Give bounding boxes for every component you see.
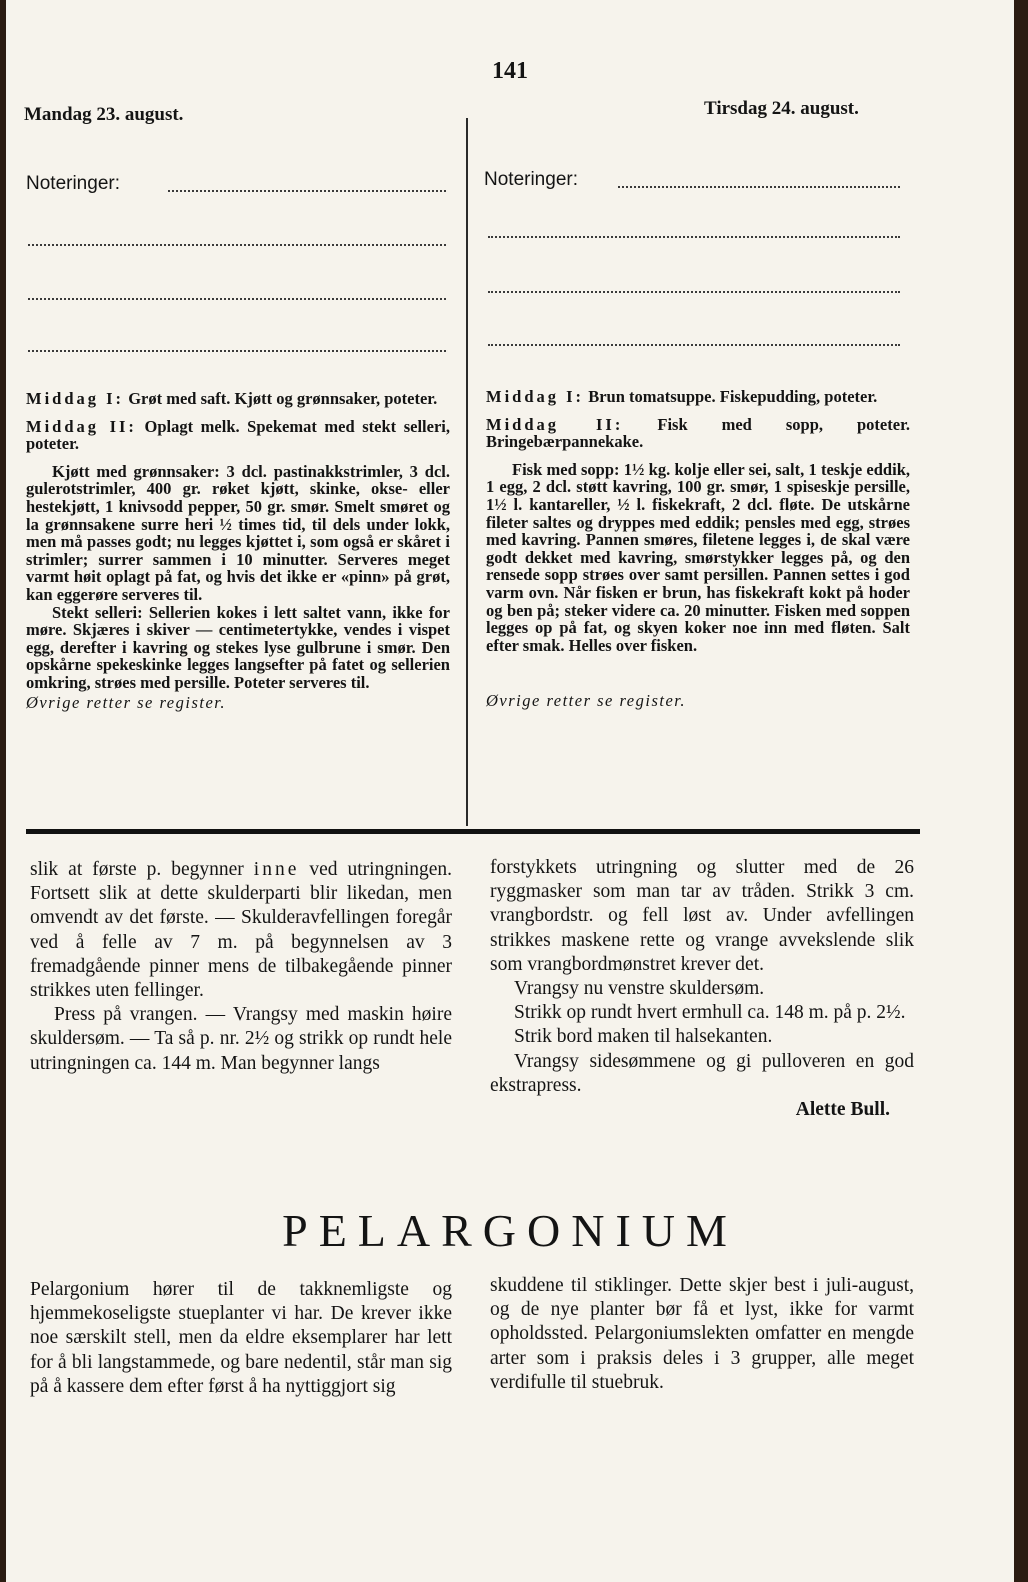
left-recipe-meat: Kjøtt med grønnsaker: 3 dcl. pastinakkstrimler, 3 dcl. gulerotstrimler, 400 gr. røket kjøtt, skinke, okse- eller hestekjøtt, 1 knivsodd pepper, 50 gr. smør. Smelt smøret og la grønnsakene surre heri ½ times tid, til dels under lokk, men må passes godt; nu legges kjøttet i, som også er skåret i strimler; surrer sammen i 10 minutter. Serveres meget varmt høit oplagt på fat, og hvis det ikke er «pinn» på grøt, kan eggerøre serveres til.	[26, 461, 450, 604]
knitting-left-column	[30, 858, 452, 1076]
left-menu-column	[26, 390, 450, 711]
author-signature: Alette Bull.	[795, 1099, 890, 1121]
article-right-column	[490, 1274, 914, 1395]
right-notes-line-1	[618, 186, 900, 188]
section-rule	[26, 829, 920, 834]
knitting-left-para-1: slik at første p. begynner inne ved utringningen. Fortsett slik at dette skulderparti blir likedan, men omvendt av det første. — Skulderavfellingen foregår ved å felle av 7 m. på begynnelsen av 3 fremadgående pinner mens de tilbakegående pinner strikkes uten fellinger.	[30, 859, 453, 1002]
knitting-right-para-2: Vrangsy nu venstre skuldersøm.	[514, 978, 765, 1000]
knitting-right-para-5: Vrangsy sidesømmene og gi pulloveren en god ekstrapress.	[490, 1050, 914, 1096]
right-notes-line-4	[488, 344, 900, 346]
left-notes-label: Noteringer:	[26, 173, 120, 194]
left-recipe-celery: Stekt selleri: Sellerien kokes i lett saltet vann, ikke for møre. Skjæres i skiver — centimetertykke, vendes i vispet egg, derefter i kavring og stekes lyse gulbrune i smør. Den opskårne spekeskinke legges langsefter på fatet og sellerien omkring, strøes med persille. Poteter serveres til.	[26, 602, 450, 692]
left-notes-line-4	[28, 350, 446, 352]
right-notes-label: Noteringer:	[484, 169, 578, 190]
knitting-right-para-4: Strik bord maken til halsekanten.	[514, 1026, 773, 1048]
knitting-right-para-1: forstykkets utringning og slutter med de 26 ryggmasker som man tar av tråden. Strikk 3 cm. vrangbordstr. og fell løst av. Under avfellingen strikkes maskene rette og vrange avvekslende slik som vrangbordmønstret krever det.	[490, 857, 914, 975]
right-day-heading: Tirsdag 24. august.	[704, 98, 859, 119]
knitting-right-para-3: Strikk op rundt hvert ermhull ca. 148 m. på p. 2½.	[514, 1002, 906, 1024]
left-dinner-1: Middag I: Grøt med saft. Kjøtt og grønnsaker, poteter.	[26, 389, 438, 408]
right-other-dishes: Øvrige retter se register.	[486, 691, 686, 711]
column-divider	[466, 118, 468, 826]
left-dinner-2: Middag II: Oplagt melk. Spekemat med stekt selleri, poteter.	[26, 416, 450, 454]
right-dinner-1: Middag I: Brun tomatsuppe. Fiskepudding, poteter.	[486, 387, 878, 406]
left-notes-line-3	[28, 298, 446, 300]
page-number: 141	[492, 58, 528, 84]
right-dinner-2: Middag II: Fisk med sopp, poteter. Bringebærpannekake.	[486, 414, 911, 452]
article-title: PELARGONIUM	[282, 1205, 738, 1256]
left-other-dishes: Øvrige retter se register.	[26, 692, 226, 712]
article-left-text: Pelargonium hører til de takknemligste og hjemmekoseligste stueplanter vi har. De krever ikke noe særskilt stell, men da eldre eksemplarer har lett for å bli langstammede, og bare nedentil, står man sig på å kassere dem efter først å ha nyttiggjort sig	[30, 1279, 452, 1397]
right-menu-column	[486, 388, 910, 710]
knitting-right-column	[490, 856, 914, 1122]
article-left-column	[30, 1278, 452, 1399]
left-notes-line-1	[168, 190, 446, 192]
right-notes-line-3	[488, 291, 900, 293]
left-notes-line-2	[28, 244, 446, 246]
right-recipe-fish: Fisk med sopp: 1½ kg. kolje eller sei, salt, 1 teskje eddik, 1 egg, 2 dcl. støtt kavring, 100 gr. smør, 1 spiseskje persille, 1½ l. kantareller, ½ l. fiskekraft, 2 dcl. fløte. De utskårne fileter saltes og dryppes med eddik; pensles med egg, strøes med kavring. Pannen smøres, filetene legges i, de skal være godt dekket med kavring, smørstykker legges på, og den rensede sopp strøes over samt persillen. Pannen settes i god varm ovn. Når fisken er brun, has fiskekraft kokt på hoder og ben på; steker videre ca. 20 minutter. Fisken med soppen legges op på fat, og skyen koker noe inn med fløten. Salt efter smak. Helles over fisken.	[486, 459, 910, 655]
knitting-left-para-2: Press på vrangen. — Vrangsy med maskin høire skuldersøm. — Ta så p. nr. 2½ og strikk op rundt hele utringningen ca. 144 m. Man begynner langs	[30, 1004, 452, 1074]
right-notes-line-2	[488, 236, 900, 238]
article-right-text: skuddene til stiklinger. Dette skjer best i juli-august, og de nye planter bør få et lyst, ikke for varmt opholdssted. Pelargoniumslekten omfatter en mengde arter som i praksis deles i 3 grupper, alle meget verdifulle til stuebruk.	[490, 1275, 914, 1393]
left-day-heading: Mandag 23. august.	[24, 104, 184, 125]
